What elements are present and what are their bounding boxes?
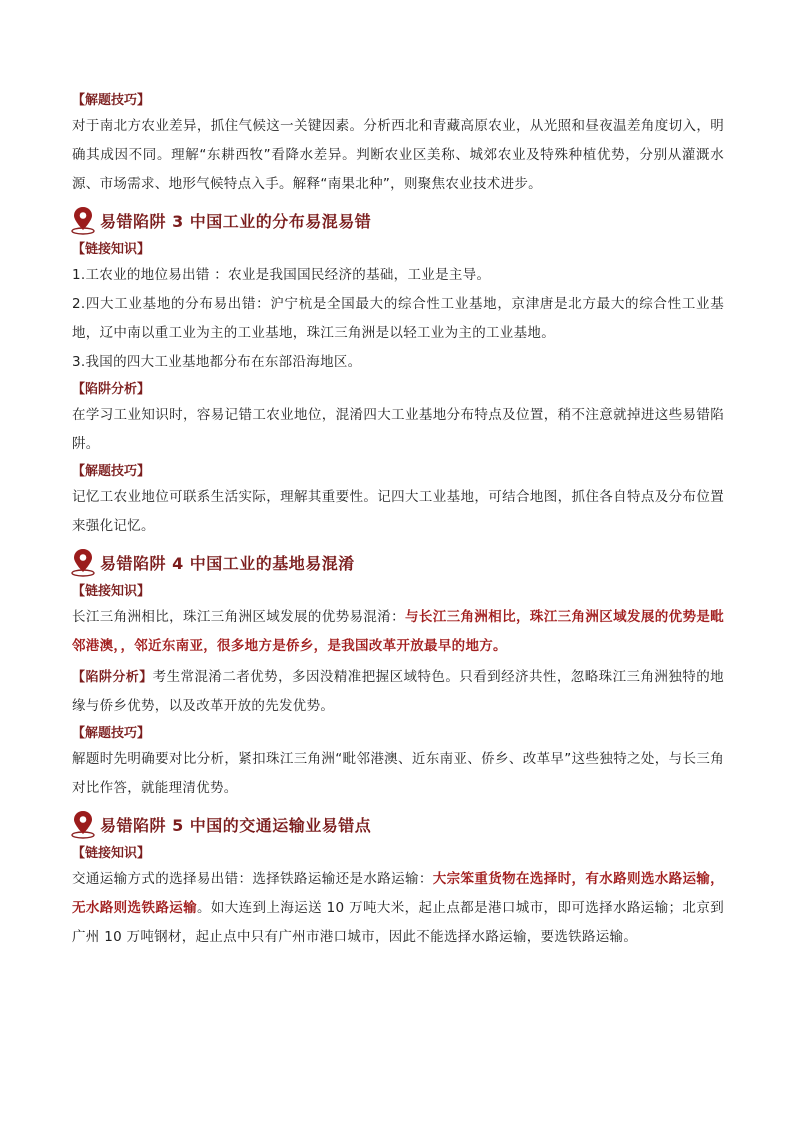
- section-4-title: 易错陷阱 4 中国工业的基地易混淆: [100, 553, 355, 573]
- location-pin-icon: [70, 547, 98, 577]
- knowledge-text: [72, 865, 724, 952]
- knowledge-plain-1: 交通运输方式的选择易出错：选择铁路运输还是水路运输：: [72, 871, 433, 887]
- knowledge-highlight: 大宗笨重货物在选择时，有水路则选水路运输，无水路则选铁路运输: [72, 871, 724, 916]
- knowledge-item-3: 3.我国的四大工业基地都分布在东部沿海地区。: [72, 354, 362, 370]
- knowledge-text: [72, 603, 724, 661]
- tip-tag: 【解题技巧】: [72, 93, 151, 108]
- knowledge-plain: 长江三角洲相比，珠江三角洲区域发展的优势易混淆：: [72, 609, 405, 625]
- knowledge-plain-2: 。如大连到上海运送 10 万吨大米，起止点都是港口城市，即可选择水路运输；北京到广州 10 万吨钢材，起止点中只有广州市港口城市，因此不能选择水路运输，要选铁路运输。: [72, 900, 725, 945]
- tip-text: 解题时先明确要对比分析，紧扣珠江三角洲“毗邻港澳、近东南亚、侨乡、改革早”这些独特之处，与长三角对比作答，就能理清优势。: [72, 751, 724, 796]
- tip-text: 对于南北方农业差异，抓住气候这一关键因素。分析西北和青藏高原农业，从光照和昼夜温差角度切入，明确其成因不同。理解“东耕西牧”看降水差异。判断农业区美称、城郊农业及特殊种植优势，分别从灌溉水源、市场需求、地形气候特点入手。解释“南果北种”，则聚焦农业技术进步。: [72, 118, 724, 192]
- trap-analysis-body: 考生常混淆二者优势，多因没精准把握区域特色。只看到经济共性，忽略珠江三角洲独特的地缘与侨乡优势，以及改革开放的先发优势。: [72, 669, 724, 714]
- link-knowledge-tag: 【链接知识】: [72, 584, 151, 599]
- link-knowledge-tag: 【链接知识】: [72, 846, 151, 861]
- location-pin-icon: [70, 809, 98, 839]
- trap-analysis-text: [72, 663, 724, 721]
- section-4-header: [72, 545, 724, 579]
- trap-analysis-tag: 【陷阱分析】: [72, 670, 153, 685]
- knowledge-item-1: 1.工农业的地位易出错 ：农业是我国国民经济的基础，工业是主导。: [72, 267, 491, 283]
- tip-text: 记忆工农业地位可联系生活实际，理解其重要性。记四大工业基地，可结合地图，抓住各自特点及分布位置来强化记忆。: [72, 489, 724, 534]
- tip-tag: 【解题技巧】: [72, 464, 151, 479]
- section-3-header: [72, 203, 724, 237]
- section-5-title: 易错陷阱 5 中国的交通运输业易错点: [100, 815, 372, 835]
- location-pin-icon: [70, 205, 98, 235]
- document-page: [72, 88, 724, 952]
- tip-tag: 【解题技巧】: [72, 726, 151, 741]
- knowledge-highlight: 与长江三角洲相比，珠江三角洲区域发展的优势是毗邻港澳，，邻近东南亚，很多地方是侨乡，是我国改革开放最早的地方。: [72, 609, 724, 654]
- link-knowledge-tag: 【链接知识】: [72, 242, 151, 257]
- section-3-title: 易错陷阱 3 中国工业的分布易混易错: [100, 211, 372, 231]
- knowledge-item-2: 2.四大工业基地的分布易出错：沪宁杭是全国最大的综合性工业基地，京津唐是北方最大的综合性工业基地，辽中南以重工业为主的工业基地，珠江三角洲是以轻工业为主的工业基地。: [72, 296, 724, 341]
- trap-analysis-tag: 【陷阱分析】: [72, 382, 151, 397]
- section-5-header: [72, 807, 724, 841]
- trap-analysis-text: 在学习工业知识时，容易记错工农业地位，混淆四大工业基地分布特点及位置，稍不注意就掉进这些易错陷阱。: [72, 407, 724, 452]
